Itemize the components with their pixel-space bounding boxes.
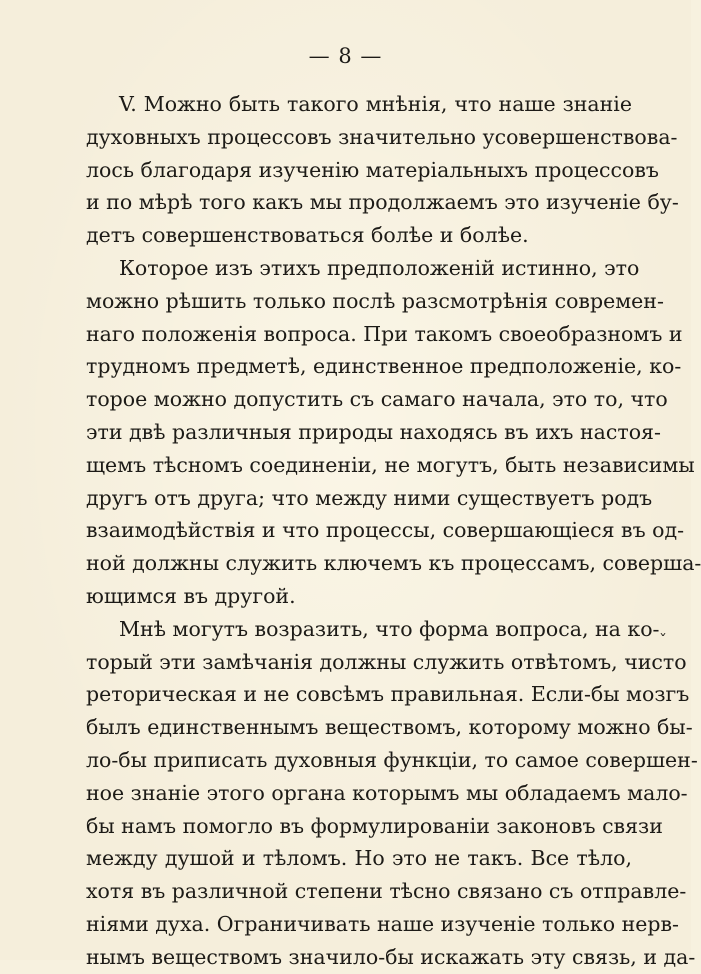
text-line: V. Можно быть такого мнѣнія, что наше знаніе (119, 92, 632, 116)
text-line: торое можно допустить съ самаго начала, это то, что (86, 387, 668, 412)
text-line: между душой и тѣломъ. Но это не такъ. Все тѣло, (86, 846, 632, 871)
text-line: ло-бы приписать духовныя функціи, то самое совершен- (86, 747, 698, 772)
text-line: эти двѣ различныя природы находясь въ ихъ настоя- (86, 419, 661, 444)
text-line: хотя въ различной степени тѣсно связано съ отправле- (86, 879, 687, 904)
text-line: реторическая и не совсѣмъ правильная. Если-бы мозгъ (86, 682, 690, 707)
margin-mark: ˯ (659, 617, 667, 636)
text-line: взаимодѣйствія и что процессы, совершающіеся въ од- (86, 518, 685, 543)
body-text (86, 88, 701, 974)
text-line: лось благодаря изученію матеріальныхъ процессовъ (86, 157, 659, 182)
text-line: Которое изъ этихъ предположеній истинно, это (119, 255, 640, 280)
text-line: щемъ тѣсномъ соединеніи, не могутъ, быть независимы (86, 452, 695, 477)
text-line: и по мѣрѣ того какъ мы продолжаемъ это изученіе бу- (86, 190, 679, 215)
text-line: ющимся въ другой. (86, 583, 296, 608)
text-line: духовныхъ процессовъ значительно усовершенствова- (86, 124, 678, 149)
text-line: бы намъ помогло въ формулированіи законовъ связи (86, 813, 663, 838)
text-line: наго положенія вопроса. При такомъ своеобразномъ и (86, 321, 683, 346)
text-line: ніями духа. Ограничивать наше изученіе только нерв- (86, 911, 679, 936)
text-line: ное знаніе этого органа которымъ мы обладаемъ мало- (86, 780, 688, 805)
text-line: былъ единственнымъ веществомъ, которому можно бы- (86, 715, 693, 740)
text-line: Мнѣ могутъ возразить, что форма вопроса, на ко- (119, 616, 660, 641)
text-line: детъ совершенствоваться болѣе и болѣе. (86, 223, 529, 248)
page-number: — 8 — (308, 44, 383, 68)
text-line: нымъ веществомъ значило-бы искажать эту связь, и да- (86, 944, 696, 969)
text-line: можно рѣшить только послѣ разсмотрѣнія современ- (86, 288, 664, 313)
text-line: трудномъ предметѣ, единственное предположеніе, ко- (86, 354, 682, 379)
text-line: ной должны служить ключемъ къ процессамъ, соверша- (86, 551, 701, 576)
text-line: другъ отъ друга; что между ними существуетъ родъ (86, 485, 653, 510)
text-line: торый эти замѣчанія должны служить отвѣтомъ, чисто (86, 649, 687, 674)
